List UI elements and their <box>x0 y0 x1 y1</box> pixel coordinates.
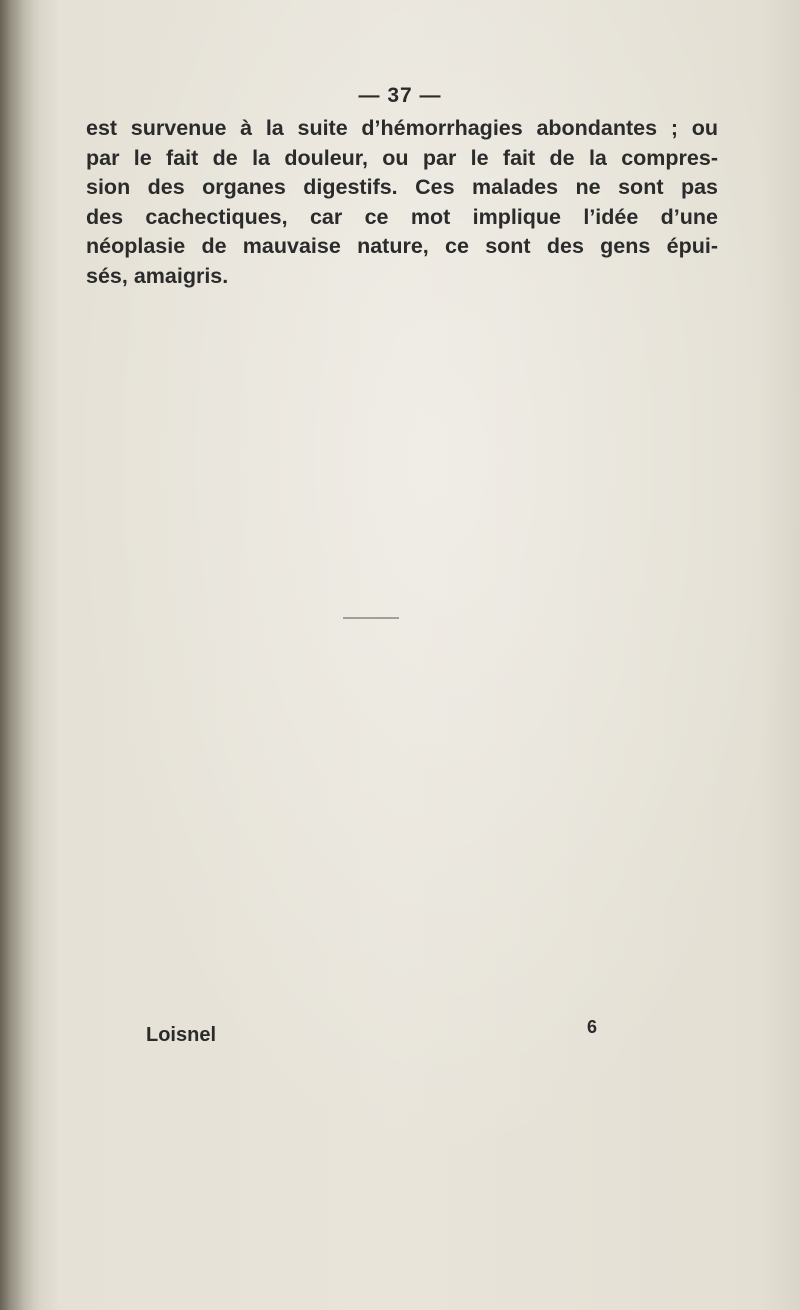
binding-shadow <box>0 0 40 1310</box>
paragraph-line: des cachectiques, car ce mot implique l’idée d’une <box>86 204 718 229</box>
show-through-rule <box>343 617 399 619</box>
page-number: — 37 — <box>358 84 442 107</box>
paragraph <box>86 114 718 291</box>
paragraph-line: néoplasie de mauvaise nature, ce sont des gens épui- <box>86 234 718 258</box>
paragraph-line: est survenue à la suite d’hémorrhagies abondantes ; ou <box>86 116 718 140</box>
paragraph-line: sés, amaigris. <box>86 263 229 288</box>
sheet-number: 6 <box>587 1017 598 1037</box>
paragraph-line: par le fait de la douleur, ou par le fait de la compres- <box>86 145 718 170</box>
paragraph-line: sion des organes digestifs. Ces malades ne sont pas <box>86 175 718 199</box>
show-through-text <box>90 305 730 1005</box>
signature-mark: Loisnel <box>146 1024 217 1046</box>
